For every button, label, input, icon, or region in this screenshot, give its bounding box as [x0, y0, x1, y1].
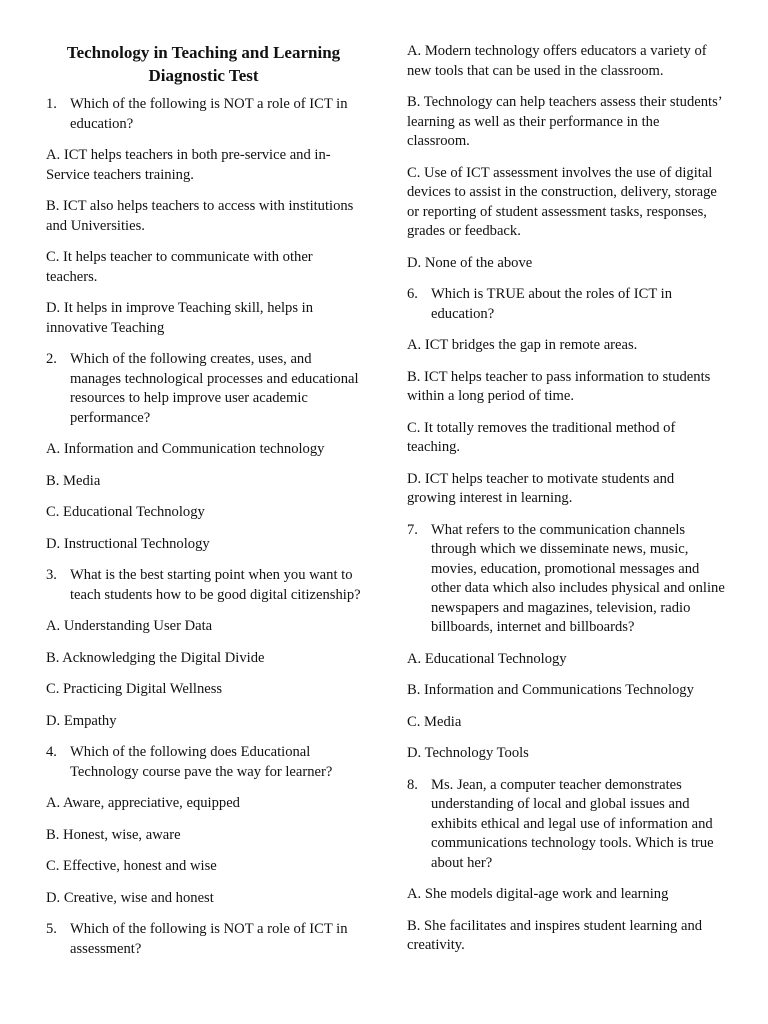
answer-option: A. Educational Technology — [407, 650, 567, 667]
question-number: 2. — [46, 351, 57, 367]
right-column — [407, 42, 725, 968]
answer-option: B. ICT also helps teachers to access with institutions and Universities. — [46, 198, 354, 234]
answer-option: C. Effective, honest and wise — [46, 858, 217, 874]
answer-option: A. Modern technology offers educators a variety of new tools that can be used in the classroom. — [407, 43, 707, 79]
answer-option: C. It totally removes the traditional method of teaching. — [407, 419, 676, 455]
question-number: 3. — [46, 567, 57, 583]
answer-option: D. Instructional Technology — [46, 535, 210, 552]
answer-option: A. ICT helps teachers in both pre-service and in-Service teachers training. — [46, 147, 331, 183]
question-number: 1. — [46, 96, 57, 112]
left-column — [46, 41, 361, 971]
question-number: 6. — [407, 286, 418, 302]
question-text: Which of the following creates, uses, and manages technological processes and educational resources to help improve user academic performance? — [70, 351, 359, 426]
answer-option: D. It helps in improve Teaching skill, helps in innovative Teaching — [46, 300, 314, 336]
question-text: What refers to the communication channels through which we disseminate news, music, movies, education, promotional messages and other data which also includes physical and online newspapers and magazines, television, radio billboards, internet and billboards? — [431, 521, 725, 635]
question-number: 5. — [46, 921, 57, 937]
answer-option: B. Information and Communications Technology — [407, 682, 694, 698]
answer-option: B. Acknowledging the Digital Divide — [46, 649, 265, 666]
question-text: Which of the following is NOT a role of ICT in assessment? — [70, 921, 348, 957]
document-title: Technology in Teaching and Learning Diagnostic Test — [66, 43, 341, 85]
answer-option: B. Media — [46, 472, 101, 489]
answer-option: A. ICT bridges the gap in remote areas. — [407, 337, 638, 353]
answer-option: A. Understanding User Data — [46, 618, 213, 634]
answer-option: A. She models digital-age work and learning — [407, 886, 669, 902]
question-text: Which of the following is NOT a role of ICT in education? — [70, 96, 348, 132]
answer-option: D. ICT helps teacher to motivate students and growing interest in learning. — [407, 470, 675, 506]
question-text: What is the best starting point when you want to teach students how to be good digital citizenship? — [70, 567, 361, 603]
question-text: Ms. Jean, a computer teacher demonstrates understanding of local and global issues and exhibits ethical and legal use of information and communications technology tools. Which is true about her? — [431, 776, 714, 871]
answer-option: B. Technology can help teachers assess their students’ learning as well as their performance in the classroom. — [407, 94, 722, 149]
question-number: 4. — [46, 744, 57, 760]
right-column-items — [407, 42, 725, 956]
question-number: 7. — [407, 521, 418, 538]
question — [46, 566, 361, 605]
answer-option: D. None of the above — [407, 254, 533, 271]
question — [407, 285, 725, 324]
question — [46, 350, 361, 428]
answer-option: C. Use of ICT assessment involves the use of digital devices to assist in the construction, delivery, storage or reporting of student assessment tasks, responses, grades or feedback. — [407, 164, 717, 239]
question-text: Which is TRUE about the roles of ICT in education? — [431, 286, 673, 322]
question — [407, 521, 725, 638]
answer-option: D. Empathy — [46, 712, 117, 729]
answer-option: B. ICT helps teacher to pass information to students within a long period of time. — [407, 368, 711, 404]
answer-option: A. Information and Communication technology — [46, 441, 325, 457]
question — [46, 95, 361, 134]
answer-option: B. She facilitates and inspires student learning and creativity. — [407, 917, 703, 953]
answer-option: C. Media — [407, 713, 462, 730]
answer-option: B. Honest, wise, aware — [46, 826, 181, 843]
question — [407, 776, 725, 874]
left-column-items — [46, 95, 361, 959]
answer-option: A. Aware, appreciative, equipped — [46, 795, 240, 811]
question-number: 8. — [407, 776, 418, 793]
answer-option: C. It helps teacher to communicate with other teachers. — [46, 249, 313, 285]
answer-option: C. Educational Technology — [46, 504, 205, 520]
question-text: Which of the following does Educational Technology course pave the way for learner? — [70, 744, 333, 780]
answer-option: C. Practicing Digital Wellness — [46, 681, 223, 697]
answer-option: D. Creative, wise and honest — [46, 889, 214, 906]
question — [46, 920, 361, 959]
answer-option: D. Technology Tools — [407, 745, 529, 761]
question — [46, 743, 361, 782]
